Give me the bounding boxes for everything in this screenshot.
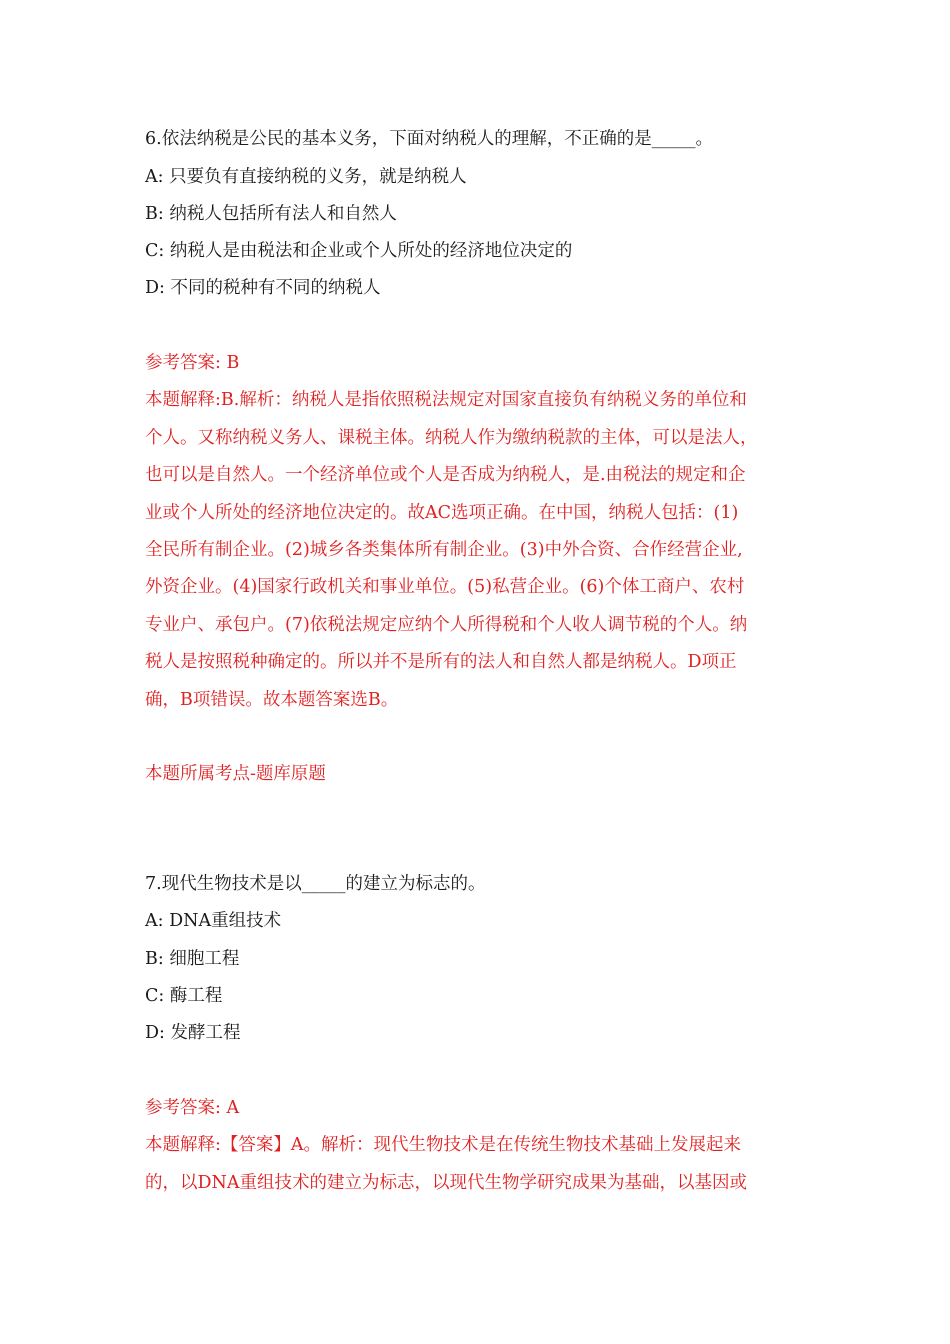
question-6-option-d: D: 不同的税种有不同的纳税人 bbox=[145, 278, 381, 298]
question-6-text: 6.依法纳税是公民的基本义务，下面对纳税人的理解，不正确的是_____。 bbox=[145, 129, 713, 149]
question-7-option-c: C: 酶工程 bbox=[145, 986, 223, 1006]
question-6-option-b: B: 纳税人包括所有法人和自然人 bbox=[145, 204, 397, 224]
question-7-option-a: A: DNA重组技术 bbox=[145, 911, 282, 931]
question-6-explanation-line: 税人是按照税种确定的。所以并不是所有的法人和自然人都是纳税人。D项正 bbox=[145, 652, 737, 672]
question-6-explanation-line: 全民所有制企业。(2)城乡各类集体所有制企业。(3)中外合资、合作经营企业, bbox=[145, 540, 743, 560]
question-6-explanation-line: 也可以是自然人。一个经济单位或个人是否成为纳税人，是.由税法的规定和企 bbox=[145, 465, 746, 485]
question-6-explanation-line: 本题解释:B.解析：纳税人是指依照税法规定对国家直接负有纳税义务的单位和 bbox=[145, 390, 747, 410]
question-6-answer: 参考答案: B bbox=[145, 353, 240, 373]
question-6-explanation-line: 确，B项错误。故本题答案选B。 bbox=[145, 690, 399, 710]
question-7-option-b: B: 细胞工程 bbox=[145, 949, 240, 969]
question-7-text: 7.现代生物技术是以_____的建立为标志的。 bbox=[145, 874, 486, 894]
question-6-option-a: A: 只要负有直接纳税的义务，就是纳税人 bbox=[145, 167, 467, 187]
question-6-explanation-line: 个人。又称纳税义务人、课税主体。纳税人作为缴纳税款的主体，可以是法人， bbox=[145, 428, 758, 448]
question-7-explanation-line: 本题解释:【答案】A。解析：现代生物技术是在传统生物技术基础上发展起来 bbox=[145, 1135, 742, 1155]
question-6-knowledge-point: 本题所属考点-题库原题 bbox=[145, 764, 326, 784]
question-6-explanation-line: 专业户、承包户。(7)依税法规定应纳个人所得税和个人收人调节税的个人。纳 bbox=[145, 615, 748, 635]
question-7-answer: 参考答案: A bbox=[145, 1098, 240, 1118]
question-7-explanation-line: 的，以DNA重组技术的建立为标志，以现代生物学研究成果为基础，以基因或 bbox=[145, 1173, 747, 1193]
question-6-explanation-line: 业或个人所处的经济地位决定的。故AC选项正确。在中国，纳税人包括：(1) bbox=[145, 503, 739, 523]
question-6-explanation-line: 外资企业。(4)国家行政机关和事业单位。(5)私营企业。(6)个体工商户、农村 bbox=[145, 577, 745, 597]
question-7-option-d: D: 发酵工程 bbox=[145, 1023, 241, 1043]
question-6-option-c: C: 纳税人是由税法和企业或个人所处的经济地位决定的 bbox=[145, 241, 573, 261]
